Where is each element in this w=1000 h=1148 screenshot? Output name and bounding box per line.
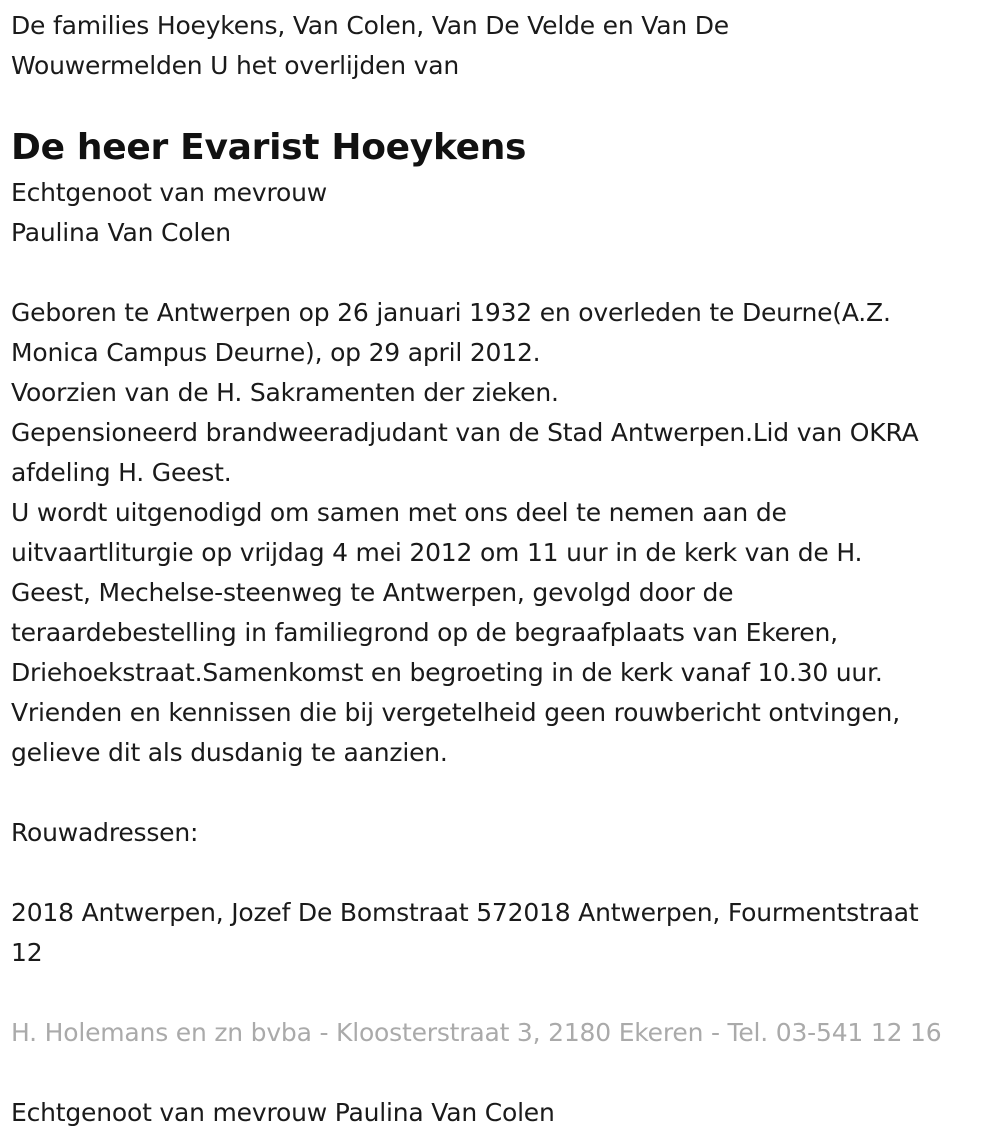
birth-line-1: Geboren te Antwerpen op 26 januari 1932 en overleden te Deurne(A.Z. <box>11 298 891 327</box>
ceremony-line-5: Driehoekstraat.Samenkomst en begroeting in de kerk vanaf 10.30 uur. <box>11 658 883 687</box>
footer-summary: Echtgenoot van mevrouw Paulina Van Colen <box>11 1098 555 1127</box>
spacer <box>11 973 989 1013</box>
details-section <box>11 293 989 773</box>
notice-line-1: Vrienden en kennissen die bij vergetelheid geen rouwbericht ontvingen, <box>11 698 900 727</box>
spacer <box>11 253 989 293</box>
addresses-section <box>11 813 989 973</box>
ceremony-line-1: U wordt uitgenodigd om samen met ons deel te nemen aan de <box>11 498 787 527</box>
address-line-2: 12 <box>11 938 43 967</box>
ceremony-line-3: Geest, Mechelse-steenweg te Antwerpen, gevolgd door de <box>11 578 734 607</box>
spacer <box>11 853 989 893</box>
occupation-line-1: Gepensioneerd brandweeradjudant van de Stad Antwerpen.Lid van OKRA <box>11 418 919 447</box>
spouse-section <box>11 173 989 253</box>
ceremony-line-2: uitvaartliturgie op vrijdag 4 mei 2012 om 11 uur in de kerk van de H. <box>11 538 863 567</box>
birth-line-2: Monica Campus Deurne), op 29 april 2012. <box>11 338 541 367</box>
intro-line-2: Wouwermelden U het overlijden van <box>11 51 459 80</box>
address-line-1: 2018 Antwerpen, Jozef De Bomstraat 572018 Antwerpen, Fourmentstraat <box>11 898 919 927</box>
spouse-line-2: Paulina Van Colen <box>11 218 231 247</box>
funeral-home-info: H. Holemans en zn bvba - Kloosterstraat 3, 2180 Ekeren - Tel. 03-541 12 16 <box>11 1018 942 1047</box>
spacer <box>11 773 989 813</box>
sacraments-line: Voorzien van de H. Sakramenten der zieken. <box>11 378 559 407</box>
addresses-heading: Rouwadressen: <box>11 818 199 847</box>
intro-line-1: De families Hoeykens, Van Colen, Van De Velde en Van De <box>11 11 729 40</box>
deceased-name: De heer Evarist Hoeykens <box>11 127 527 168</box>
spouse-line-1: Echtgenoot van mevrouw <box>11 178 327 207</box>
intro-section <box>11 6 989 86</box>
occupation-line-2: afdeling H. Geest. <box>11 458 232 487</box>
spacer <box>11 1053 989 1093</box>
notice-line-2: gelieve dit als dusdanig te aanzien. <box>11 738 448 767</box>
ceremony-line-4: teraardebestelling in familiegrond op de begraafplaats van Ekeren, <box>11 618 838 647</box>
